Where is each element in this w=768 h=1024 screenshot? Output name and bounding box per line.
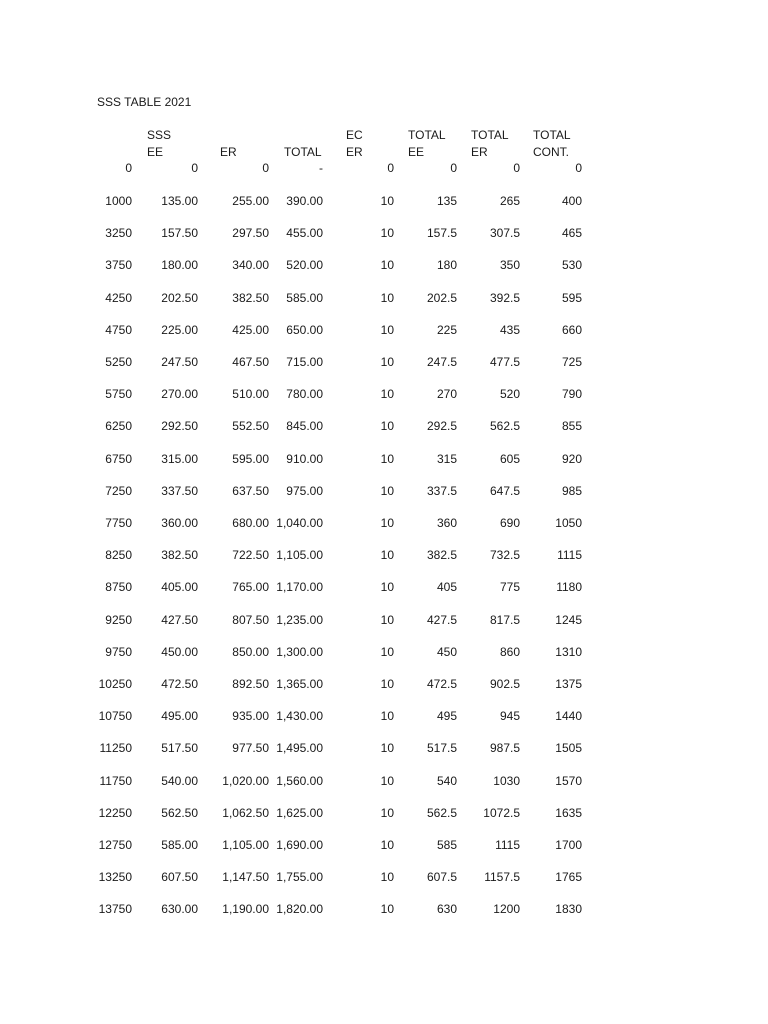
cell-sss-ee: 405.00 bbox=[161, 580, 198, 594]
cell-total: 520.00 bbox=[286, 258, 323, 272]
cell-total: 1,430.00 bbox=[276, 709, 323, 723]
cell-total-er: 647.5 bbox=[489, 484, 520, 498]
table-row bbox=[0, 902, 768, 918]
cell-er: 850.00 bbox=[232, 645, 269, 659]
cell-total-cont: 725 bbox=[561, 355, 582, 369]
cell-total-er: 732.5 bbox=[489, 548, 520, 562]
cell-total: 1,235.00 bbox=[276, 613, 323, 627]
header-line: EE bbox=[408, 145, 425, 159]
cell-er: 892.50 bbox=[232, 677, 269, 691]
cell-salary-range: 9250 bbox=[105, 613, 132, 627]
table-row bbox=[0, 323, 768, 339]
cell-total-er: 350 bbox=[499, 258, 520, 272]
header-sss-ee bbox=[147, 127, 171, 161]
header-total-er bbox=[471, 127, 509, 161]
cell-er: 467.50 bbox=[232, 355, 269, 369]
cell-ec-er: 10 bbox=[380, 806, 394, 820]
header-line: TOTAL bbox=[471, 128, 509, 142]
cell-ec-er: 10 bbox=[380, 645, 394, 659]
header-line: TOTAL bbox=[408, 128, 446, 142]
cell-sss-ee: 607.50 bbox=[161, 870, 198, 884]
cell-er: 1,062.50 bbox=[222, 806, 269, 820]
cell-ec-er: 10 bbox=[380, 870, 394, 884]
cell-total-cont: 1440 bbox=[555, 709, 582, 723]
cell-er: 807.50 bbox=[232, 613, 269, 627]
cell-sss-ee: 472.50 bbox=[161, 677, 198, 691]
cell-total-ee: 135 bbox=[436, 194, 457, 208]
cell-ec-er: 10 bbox=[380, 387, 394, 401]
cell-sss-ee: 315.00 bbox=[161, 452, 198, 466]
cell-total-ee: 315 bbox=[436, 452, 457, 466]
table-row bbox=[0, 258, 768, 274]
cell-total-cont: 530 bbox=[561, 258, 582, 272]
table-row bbox=[0, 774, 768, 790]
table-row bbox=[0, 484, 768, 500]
cell-total: 715.00 bbox=[286, 355, 323, 369]
cell-sss-ee: 360.00 bbox=[161, 516, 198, 530]
cell-total-cont: 1635 bbox=[555, 806, 582, 820]
table-row bbox=[0, 613, 768, 629]
cell-salary-range: 6250 bbox=[105, 419, 132, 433]
cell-total: 650.00 bbox=[286, 323, 323, 337]
cell-total-cont: 790 bbox=[561, 387, 582, 401]
cell-total-er: 1157.5 bbox=[484, 870, 520, 884]
cell-total: 1,300.00 bbox=[276, 645, 323, 659]
cell-total: 1,755.00 bbox=[276, 870, 323, 884]
cell-total-er: 520 bbox=[499, 387, 520, 401]
cell-er: 765.00 bbox=[232, 580, 269, 594]
cell-total-ee: 157.5 bbox=[426, 226, 457, 240]
cell-sss-ee: 247.50 bbox=[161, 355, 198, 369]
cell-total-ee: 630 bbox=[436, 902, 457, 916]
cell-salary-range: 3250 bbox=[105, 226, 132, 240]
cell-salary-range: 4250 bbox=[105, 291, 132, 305]
cell-total-er: 1030 bbox=[493, 774, 520, 788]
zero-total-cont: 0 bbox=[575, 161, 582, 175]
cell-salary-range: 13250 bbox=[98, 870, 132, 884]
cell-er: 425.00 bbox=[232, 323, 269, 337]
cell-total-ee: 585 bbox=[436, 838, 457, 852]
cell-sss-ee: 337.50 bbox=[161, 484, 198, 498]
cell-total: 975.00 bbox=[286, 484, 323, 498]
cell-ec-er: 10 bbox=[380, 741, 394, 755]
cell-total: 1,105.00 bbox=[276, 548, 323, 562]
cell-total-ee: 427.5 bbox=[426, 613, 457, 627]
cell-total-cont: 1310 bbox=[555, 645, 582, 659]
cell-total: 1,170.00 bbox=[276, 580, 323, 594]
cell-total-ee: 540 bbox=[436, 774, 457, 788]
table-row bbox=[0, 645, 768, 661]
cell-ec-er: 10 bbox=[380, 452, 394, 466]
zero-ec-er: 0 bbox=[387, 161, 394, 175]
cell-er: 680.00 bbox=[232, 516, 269, 530]
cell-total-cont: 1375 bbox=[555, 677, 582, 691]
header-ec-er bbox=[346, 127, 363, 161]
table-row bbox=[0, 452, 768, 468]
cell-sss-ee: 585.00 bbox=[161, 838, 198, 852]
cell-salary-range: 4750 bbox=[105, 323, 132, 337]
cell-ec-er: 10 bbox=[380, 902, 394, 916]
table-row bbox=[0, 548, 768, 564]
table-row bbox=[0, 709, 768, 725]
cell-total-er: 392.5 bbox=[489, 291, 520, 305]
cell-salary-range: 3750 bbox=[105, 258, 132, 272]
cell-total-er: 1115 bbox=[495, 838, 520, 852]
cell-salary-range: 6750 bbox=[105, 452, 132, 466]
cell-total: 1,625.00 bbox=[276, 806, 323, 820]
header-line: ER bbox=[471, 145, 488, 159]
cell-ec-er: 10 bbox=[380, 291, 394, 305]
table-row bbox=[0, 226, 768, 242]
cell-sss-ee: 630.00 bbox=[161, 902, 198, 916]
cell-sss-ee: 382.50 bbox=[161, 548, 198, 562]
cell-total-ee: 202.5 bbox=[426, 291, 457, 305]
cell-er: 977.50 bbox=[232, 741, 269, 755]
cell-ec-er: 10 bbox=[380, 709, 394, 723]
cell-salary-range: 5750 bbox=[105, 387, 132, 401]
header-line: SSS bbox=[147, 128, 172, 142]
cell-total-er: 1072.5 bbox=[483, 806, 520, 820]
cell-total-ee: 247.5 bbox=[426, 355, 457, 369]
cell-er: 595.00 bbox=[232, 452, 269, 466]
header-line: CONT. bbox=[533, 145, 569, 159]
cell-total: 390.00 bbox=[286, 194, 323, 208]
cell-total: 1,495.00 bbox=[276, 741, 323, 755]
cell-total-ee: 382.5 bbox=[426, 548, 457, 562]
cell-salary-range: 8750 bbox=[105, 580, 132, 594]
cell-total-ee: 450 bbox=[436, 645, 457, 659]
table-row bbox=[0, 419, 768, 435]
cell-total: 1,690.00 bbox=[276, 838, 323, 852]
cell-ec-er: 10 bbox=[380, 419, 394, 433]
cell-total-cont: 985 bbox=[561, 484, 582, 498]
cell-total-cont: 1830 bbox=[555, 902, 582, 916]
header-line: ER bbox=[346, 145, 363, 159]
cell-er: 297.50 bbox=[232, 226, 269, 240]
cell-total-ee: 607.5 bbox=[426, 870, 457, 884]
cell-er: 382.50 bbox=[232, 291, 269, 305]
cell-sss-ee: 270.00 bbox=[161, 387, 198, 401]
cell-total: 455.00 bbox=[286, 226, 323, 240]
cell-total-ee: 270 bbox=[436, 387, 457, 401]
document-title: SSS TABLE 2021 bbox=[97, 95, 192, 109]
cell-salary-range: 12250 bbox=[98, 806, 132, 820]
cell-ec-er: 10 bbox=[380, 580, 394, 594]
cell-total-ee: 292.5 bbox=[426, 419, 457, 433]
cell-salary-range: 10750 bbox=[98, 709, 132, 723]
cell-total-cont: 595 bbox=[561, 291, 582, 305]
cell-sss-ee: 450.00 bbox=[161, 645, 198, 659]
cell-total: 1,820.00 bbox=[276, 902, 323, 916]
table-row bbox=[0, 291, 768, 307]
cell-total: 1,365.00 bbox=[276, 677, 323, 691]
cell-total: 585.00 bbox=[286, 291, 323, 305]
cell-total-er: 690 bbox=[499, 516, 520, 530]
cell-total-er: 945 bbox=[499, 709, 520, 723]
table-row bbox=[0, 838, 768, 854]
cell-total-er: 902.5 bbox=[489, 677, 520, 691]
cell-ec-er: 10 bbox=[380, 323, 394, 337]
header-total bbox=[284, 127, 322, 161]
cell-ec-er: 10 bbox=[380, 838, 394, 852]
cell-er: 935.00 bbox=[232, 709, 269, 723]
cell-total-cont: 1115 bbox=[557, 548, 582, 562]
cell-ec-er: 10 bbox=[380, 548, 394, 562]
cell-ec-er: 10 bbox=[380, 258, 394, 272]
header-er bbox=[220, 127, 237, 161]
cell-sss-ee: 292.50 bbox=[161, 419, 198, 433]
table-row bbox=[0, 516, 768, 532]
header-line bbox=[284, 127, 322, 144]
cell-total-er: 1200 bbox=[493, 902, 520, 916]
cell-total-er: 265 bbox=[499, 194, 520, 208]
cell-total: 1,040.00 bbox=[276, 516, 323, 530]
cell-total-er: 562.5 bbox=[489, 419, 520, 433]
cell-sss-ee: 517.50 bbox=[161, 741, 198, 755]
cell-ec-er: 10 bbox=[380, 774, 394, 788]
cell-total: 845.00 bbox=[286, 419, 323, 433]
cell-total-er: 477.5 bbox=[489, 355, 520, 369]
cell-er: 1,105.00 bbox=[222, 838, 269, 852]
cell-salary-range: 7250 bbox=[105, 484, 132, 498]
cell-salary-range: 11750 bbox=[99, 774, 132, 788]
cell-sss-ee: 202.50 bbox=[161, 291, 198, 305]
cell-ec-er: 10 bbox=[380, 613, 394, 627]
cell-ec-er: 10 bbox=[380, 355, 394, 369]
zero-er: 0 bbox=[262, 161, 269, 175]
zero-total-ee: 0 bbox=[450, 161, 457, 175]
cell-total-ee: 180 bbox=[436, 258, 457, 272]
header-line bbox=[220, 127, 237, 144]
table-row bbox=[0, 387, 768, 403]
cell-salary-range: 7750 bbox=[105, 516, 132, 530]
cell-sss-ee: 157.50 bbox=[161, 226, 198, 240]
cell-total-cont: 1245 bbox=[555, 613, 582, 627]
cell-ec-er: 10 bbox=[380, 194, 394, 208]
cell-total-ee: 360 bbox=[436, 516, 457, 530]
cell-salary-range: 11250 bbox=[99, 741, 132, 755]
cell-sss-ee: 225.00 bbox=[161, 323, 198, 337]
cell-er: 552.50 bbox=[232, 419, 269, 433]
cell-sss-ee: 180.00 bbox=[161, 258, 198, 272]
cell-total-er: 860 bbox=[499, 645, 520, 659]
cell-total-ee: 562.5 bbox=[426, 806, 457, 820]
cell-sss-ee: 135.00 bbox=[161, 194, 198, 208]
cell-total-cont: 1180 bbox=[556, 580, 582, 594]
cell-total-ee: 337.5 bbox=[426, 484, 457, 498]
cell-sss-ee: 540.00 bbox=[161, 774, 198, 788]
cell-total-er: 775 bbox=[499, 580, 520, 594]
cell-sss-ee: 562.50 bbox=[161, 806, 198, 820]
cell-total-cont: 855 bbox=[561, 419, 582, 433]
cell-er: 255.00 bbox=[232, 194, 269, 208]
cell-ec-er: 10 bbox=[380, 677, 394, 691]
cell-salary-range: 12750 bbox=[98, 838, 132, 852]
cell-total-er: 987.5 bbox=[489, 741, 520, 755]
cell-total-cont: 1700 bbox=[555, 838, 582, 852]
table-row bbox=[0, 194, 768, 210]
cell-salary-range: 8250 bbox=[105, 548, 132, 562]
cell-total: 910.00 bbox=[286, 452, 323, 466]
cell-ec-er: 10 bbox=[380, 226, 394, 240]
cell-total-er: 435 bbox=[499, 323, 520, 337]
table-row bbox=[0, 870, 768, 886]
cell-total-cont: 1765 bbox=[555, 870, 582, 884]
cell-total-cont: 1505 bbox=[555, 741, 582, 755]
cell-salary-range: 5250 bbox=[105, 355, 132, 369]
header-total-cont bbox=[533, 127, 571, 161]
cell-total-ee: 495 bbox=[436, 709, 457, 723]
cell-salary-range: 10250 bbox=[98, 677, 132, 691]
table-row bbox=[0, 806, 768, 822]
zero-total-er: 0 bbox=[513, 161, 520, 175]
cell-total-ee: 405 bbox=[436, 580, 457, 594]
cell-total-cont: 920 bbox=[561, 452, 582, 466]
table-row bbox=[0, 355, 768, 371]
header-line: TOTAL bbox=[533, 128, 571, 142]
cell-total-er: 307.5 bbox=[489, 226, 520, 240]
header-line: ER bbox=[220, 145, 237, 159]
cell-total: 1,560.00 bbox=[276, 774, 323, 788]
cell-total-cont: 1570 bbox=[555, 774, 582, 788]
cell-er: 637.50 bbox=[232, 484, 269, 498]
cell-total-er: 605 bbox=[499, 452, 520, 466]
cell-total: 780.00 bbox=[286, 387, 323, 401]
header-line: EE bbox=[147, 145, 164, 159]
table-row bbox=[0, 580, 768, 596]
header-total-ee bbox=[408, 127, 446, 161]
zero-sss-ee: 0 bbox=[191, 161, 198, 175]
cell-er: 1,020.00 bbox=[222, 774, 269, 788]
cell-ec-er: 10 bbox=[380, 516, 394, 530]
cell-total-cont: 1050 bbox=[555, 516, 582, 530]
cell-total-er: 817.5 bbox=[489, 613, 520, 627]
cell-ec-er: 10 bbox=[380, 484, 394, 498]
cell-salary-range: 1000 bbox=[105, 194, 132, 208]
cell-total-cont: 660 bbox=[561, 323, 582, 337]
zero-salary-range: 0 bbox=[125, 161, 132, 175]
cell-total-ee: 225 bbox=[436, 323, 457, 337]
cell-er: 1,190.00 bbox=[222, 902, 269, 916]
cell-er: 340.00 bbox=[232, 258, 269, 272]
cell-salary-range: 13750 bbox=[98, 902, 132, 916]
cell-sss-ee: 427.50 bbox=[161, 613, 198, 627]
zero-total: - bbox=[319, 161, 323, 175]
cell-total-ee: 472.5 bbox=[426, 677, 457, 691]
cell-er: 1,147.50 bbox=[222, 870, 269, 884]
cell-sss-ee: 495.00 bbox=[161, 709, 198, 723]
cell-total-ee: 517.5 bbox=[426, 741, 457, 755]
table-row bbox=[0, 677, 768, 693]
cell-salary-range: 9750 bbox=[105, 645, 132, 659]
header-line: EC bbox=[346, 128, 363, 142]
table-row bbox=[0, 741, 768, 757]
cell-er: 722.50 bbox=[232, 548, 269, 562]
header-line: TOTAL bbox=[284, 145, 322, 159]
cell-total-cont: 465 bbox=[561, 226, 582, 240]
cell-total-cont: 400 bbox=[561, 194, 582, 208]
cell-er: 510.00 bbox=[232, 387, 269, 401]
